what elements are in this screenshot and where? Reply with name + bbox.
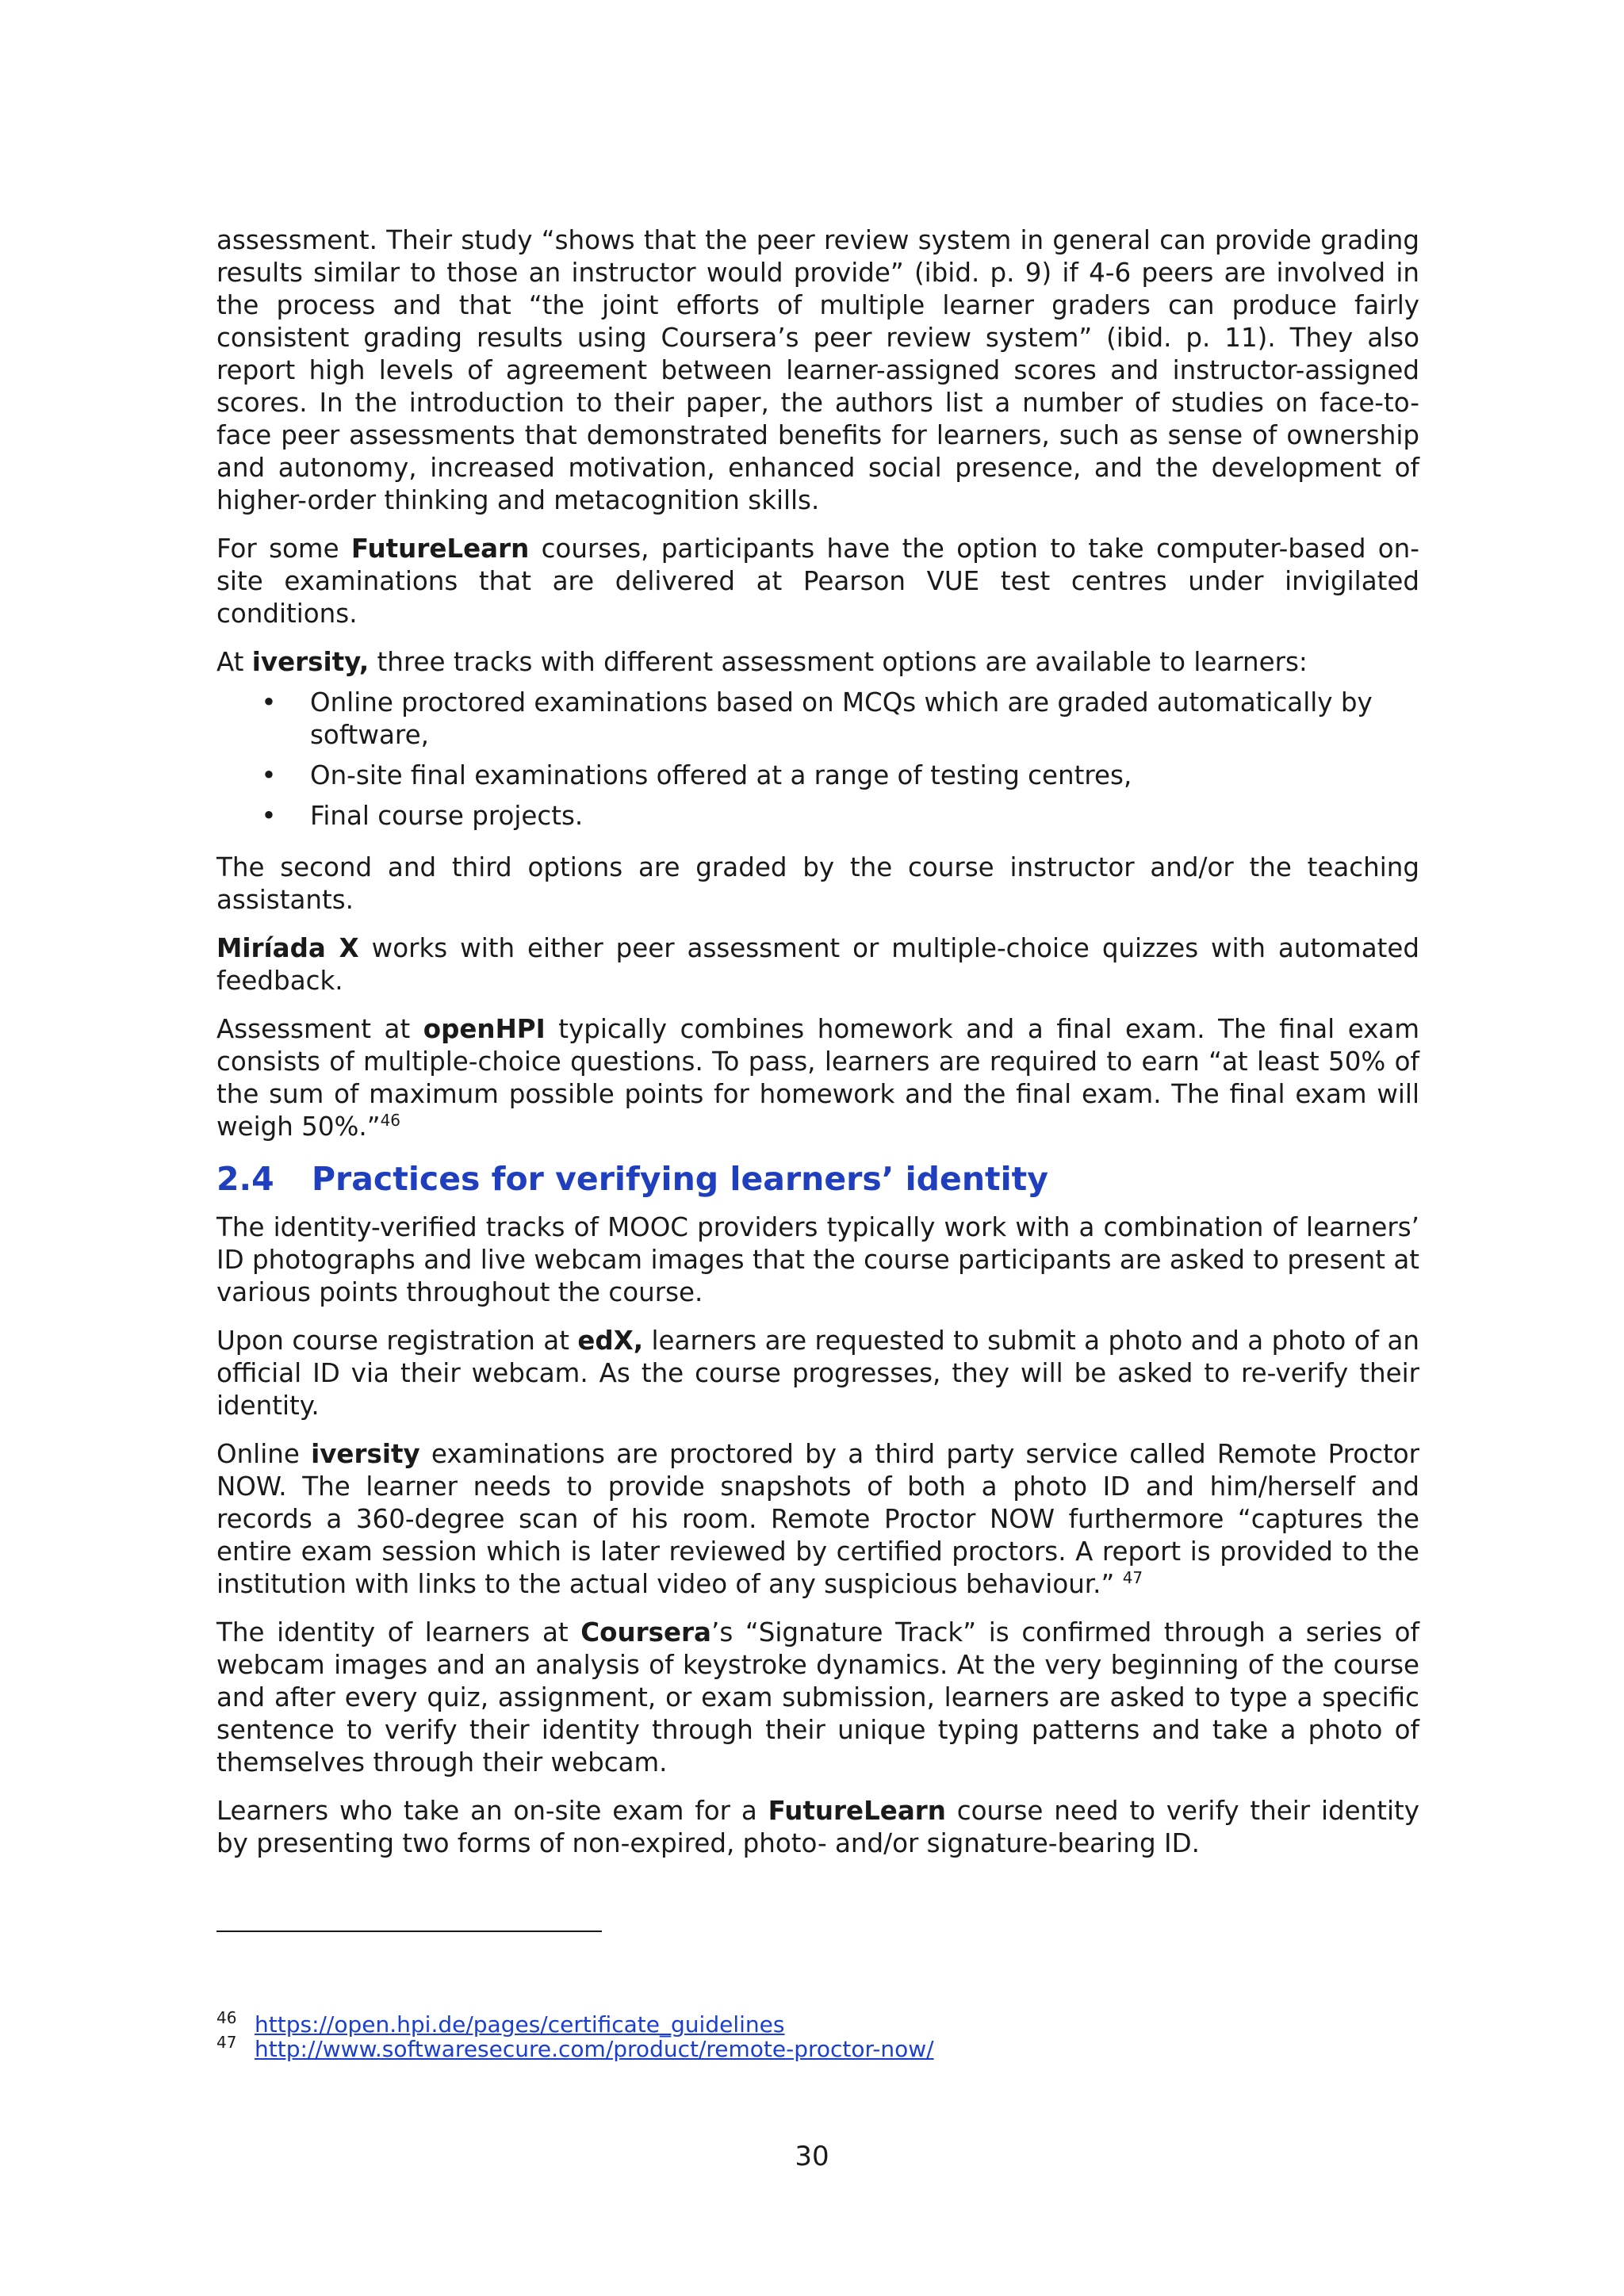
paragraph-text: typically combines homework and a final exam. The final exam consists of multiple-choice questions. To pass, learners are required to earn “at least 50% of the sum of maximum possible points for homework and the final exam. The final exam will weigh 50%.” (216, 1014, 1419, 1142)
paragraph-text: At (216, 647, 252, 677)
page-number: 30 (795, 2141, 829, 2172)
paragraph-peer-review-study (216, 224, 1419, 517)
section-title: Practices for verifying learners’ identity (312, 1160, 1049, 1198)
paragraph-text: The identity-verified tracks of MOOC providers typically work with a combination of learners’ ID photographs and live webcam images that the course participants are asked to present at various points throughout the course. (216, 1212, 1419, 1307)
footnote-reference-46[interactable]: 46 (380, 1111, 401, 1131)
paragraph-coursera (216, 1617, 1419, 1779)
footnote-separator (216, 1931, 602, 1932)
paragraph-text: Online (216, 1439, 312, 1469)
footnote-46 (216, 2008, 1419, 2038)
list-item-text: Online proctored examinations based on MCQs which are graded automatically by software, (310, 687, 1373, 750)
bold-provider-coursera: Coursera (580, 1617, 711, 1647)
paragraph-futurelearn-exams (216, 533, 1419, 630)
list-item (261, 760, 1419, 792)
footnote-reference-47[interactable]: 47 (1122, 1568, 1143, 1588)
paragraph-text: The identity of learners at (216, 1617, 581, 1647)
footnote-number: 47 (216, 2033, 237, 2052)
bold-provider-iversity: iversity, (251, 647, 370, 677)
section-number: 2.4 (216, 1160, 274, 1198)
bold-provider-miriada: Miríada X (216, 933, 359, 963)
main-content (216, 224, 1419, 1876)
paragraph-text: three tracks with different assessment options are available to learners: (369, 647, 1308, 677)
paragraph-iversity-tracks (216, 646, 1419, 679)
footnote-link[interactable]: https://open.hpi.de/pages/certificate_guidelines (255, 2011, 785, 2038)
paragraph-text: ’s “Signature Track” is confirmed through a series of webcam images and an analysis of keystroke dynamics. At the very beginning of the course and after every quiz, assignment, or exam submission, learners are asked to type a specific sentence to verify their identity through their unique typing patterns and take a photo of themselves through their webcam. (216, 1617, 1419, 1777)
bold-provider-futurelearn: FutureLearn (768, 1796, 946, 1826)
list-item (261, 687, 1419, 752)
paragraph-text: assessment. Their study “shows that the peer review system in general can provide grading results similar to those an instructor would provide” (ibid. p. 9) if 4-6 peers are involved in the process and that “the joint efforts of multiple learner graders can produce fairly consistent grading results using Coursera’s peer review system” (ibid. p. 11). They also report high levels of agreement between learner-assigned scores and instructor-assigned scores. In the introduction to their paper, the authors list a number of studies on face-to-face peer assessments that demonstrated benefits for learners, such as sense of ownership and autonomy, increased motivation, enhanced social presence, and the development of higher-order thinking and metacognition skills. (216, 225, 1419, 515)
paragraph-edx (216, 1325, 1419, 1422)
paragraph-text: examinations are proctored by a third party service called Remote Proctor NOW. The learner needs to provide snapshots of both a photo ID and him/herself and records a 360-degree scan of his room. Remote Proctor NOW furthermore “captures the entire exam session which is later reviewed by certified proctors. A report is provided to the institution with links to the actual video of any suspicious behaviour.” (216, 1439, 1419, 1599)
paragraph-text: course need to verify their identity by presenting two forms of non-expired, photo- and/or signature-bearing ID. (216, 1796, 1419, 1858)
footnote-link[interactable]: http://www.softwaresecure.com/product/remote-proctor-now/ (255, 2036, 934, 2062)
paragraph-text: courses, participants have the option to take computer-based on-site examinations that are delivered at Pearson VUE test centres under invigilated conditions. (216, 534, 1419, 629)
bold-provider-iversity: iversity (311, 1439, 420, 1469)
bullet-icon: • (261, 760, 277, 790)
paragraph-grading (216, 851, 1419, 916)
paragraph-text: For some (216, 534, 351, 564)
footnote-47 (216, 2033, 1419, 2062)
bold-provider-edx: edX, (577, 1326, 644, 1356)
paragraph-text: works with either peer assessment or multiple-choice quizzes with automated feedback. (216, 933, 1419, 996)
bold-provider-futurelearn: FutureLearn (350, 534, 530, 564)
bullet-icon: • (261, 687, 277, 718)
bullet-icon: • (261, 801, 277, 831)
paragraph-openhpi (216, 1013, 1419, 1143)
bold-provider-openhpi: openHPI (423, 1014, 546, 1044)
paragraph-text: The second and third options are graded by the course instructor and/or the teaching assistants. (216, 852, 1419, 915)
paragraph-text: learners are requested to submit a photo and a photo of an official ID via their webcam. As the course progresses, they will be asked to re-verify their identity. (216, 1326, 1419, 1421)
paragraph-iversity-proctoring (216, 1438, 1419, 1601)
list-item-text: Final course projects. (310, 801, 584, 831)
list-item-text: On-site final examinations offered at a range of testing centres, (310, 760, 1132, 790)
footnote-number: 46 (216, 2008, 237, 2027)
paragraph-text: Upon course registration at (216, 1326, 578, 1356)
list-item (261, 800, 1419, 832)
paragraph-futurelearn-identity (216, 1795, 1419, 1860)
paragraph-identity-tracks (216, 1211, 1419, 1309)
paragraph-text: Assessment at (216, 1014, 423, 1044)
paragraph-miriada (216, 932, 1419, 997)
section-heading (216, 1159, 1419, 1199)
footnotes (216, 2008, 1419, 2062)
assessment-options-list (216, 687, 1419, 832)
paragraph-text: Learners who take an on-site exam for a (216, 1796, 768, 1826)
